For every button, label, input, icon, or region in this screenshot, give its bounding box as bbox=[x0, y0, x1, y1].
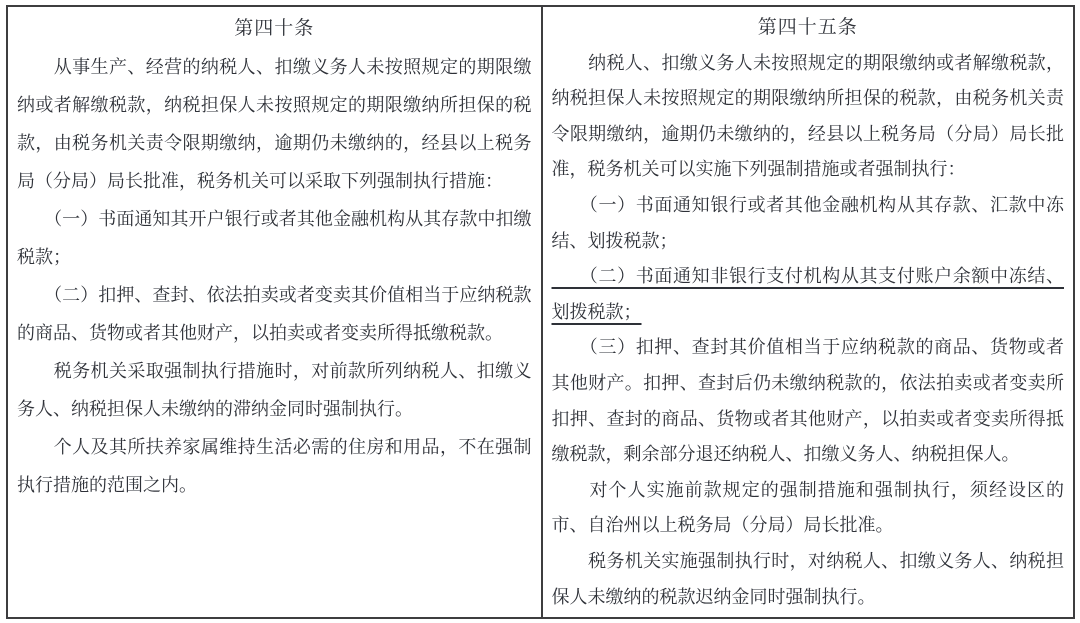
law-paragraph: 从事生产、经营的纳税人、扣缴义务人未按照规定的期限缴纳或者解缴税款，纳税担保人未按照规定的期限缴纳所担保的税款，由税务机关责令限期缴纳，逾期仍未缴纳的，经县以上税务局（分局）局长批准，税务机关可以采取下列强制执行措施： bbox=[17, 57, 532, 191]
law-paragraph: （三）扣押、查封其价值相当于应纳税款的商品、货物或者其他财产。扣押、查封后仍未缴纳税款的，依法拍卖或者变卖所扣押、查封的商品、货物或者其他财产，以拍卖或者变卖所得抵缴税款，剩余部分退还纳税人、扣缴义务人、纳税担保人。 bbox=[551, 337, 1064, 465]
article-45-body bbox=[552, 46, 1065, 616]
law-paragraph: 税务机关采取强制执行措施时，对前款所列纳税人、扣缴义务人、纳税担保人未缴纳的滞纳金同时强制执行。 bbox=[17, 361, 532, 419]
law-paragraph: 纳税人、扣缴义务人未按照规定的期限缴纳或者解缴税款，纳税担保人未按照规定的期限缴纳所担保的税款，由税务机关责令限期缴纳，逾期仍未缴纳的，经县以上税务局（分局）局长批准，税务机关可以实施下列强制措施或者强制执行： bbox=[551, 52, 1064, 180]
law-paragraph: 对个人实施前款规定的强制措施和强制执行，须经设区的市、自治州以上税务局（分局）局长批准。 bbox=[551, 479, 1064, 536]
law-paragraph: （二）扣押、查封、依法拍卖或者变卖其价值相当于应纳税款的商品、货物或者其他财产，以拍卖或者变卖所得抵缴税款。 bbox=[17, 285, 532, 343]
article-45-column bbox=[541, 7, 1074, 617]
article-40-body bbox=[17, 48, 532, 504]
law-paragraph: （一）书面通知其开户银行或者其他金融机构从其存款中扣缴税款； bbox=[17, 209, 532, 267]
law-paragraph: （一）书面通知银行或者其他金融机构从其存款、汇款中冻结、划拨税款； bbox=[551, 194, 1064, 251]
article-40-heading: 第四十条 bbox=[234, 18, 315, 39]
article-40-column bbox=[8, 7, 541, 617]
law-comparison-table bbox=[6, 5, 1075, 619]
article-45-heading: 第四十五条 bbox=[757, 17, 858, 38]
law-paragraph-underlined: （二）书面通知非银行支付机构从其支付账户余额中冻结、划拨税款； bbox=[551, 266, 1064, 322]
law-paragraph: 税务机关实施强制执行时，对纳税人、扣缴义务人、纳税担保人未缴纳的税款迟纳金同时强制执行。 bbox=[551, 550, 1064, 607]
law-paragraph: 个人及其所扶养家属维持生活必需的住房和用品，不在强制执行措施的范围之内。 bbox=[17, 437, 532, 495]
